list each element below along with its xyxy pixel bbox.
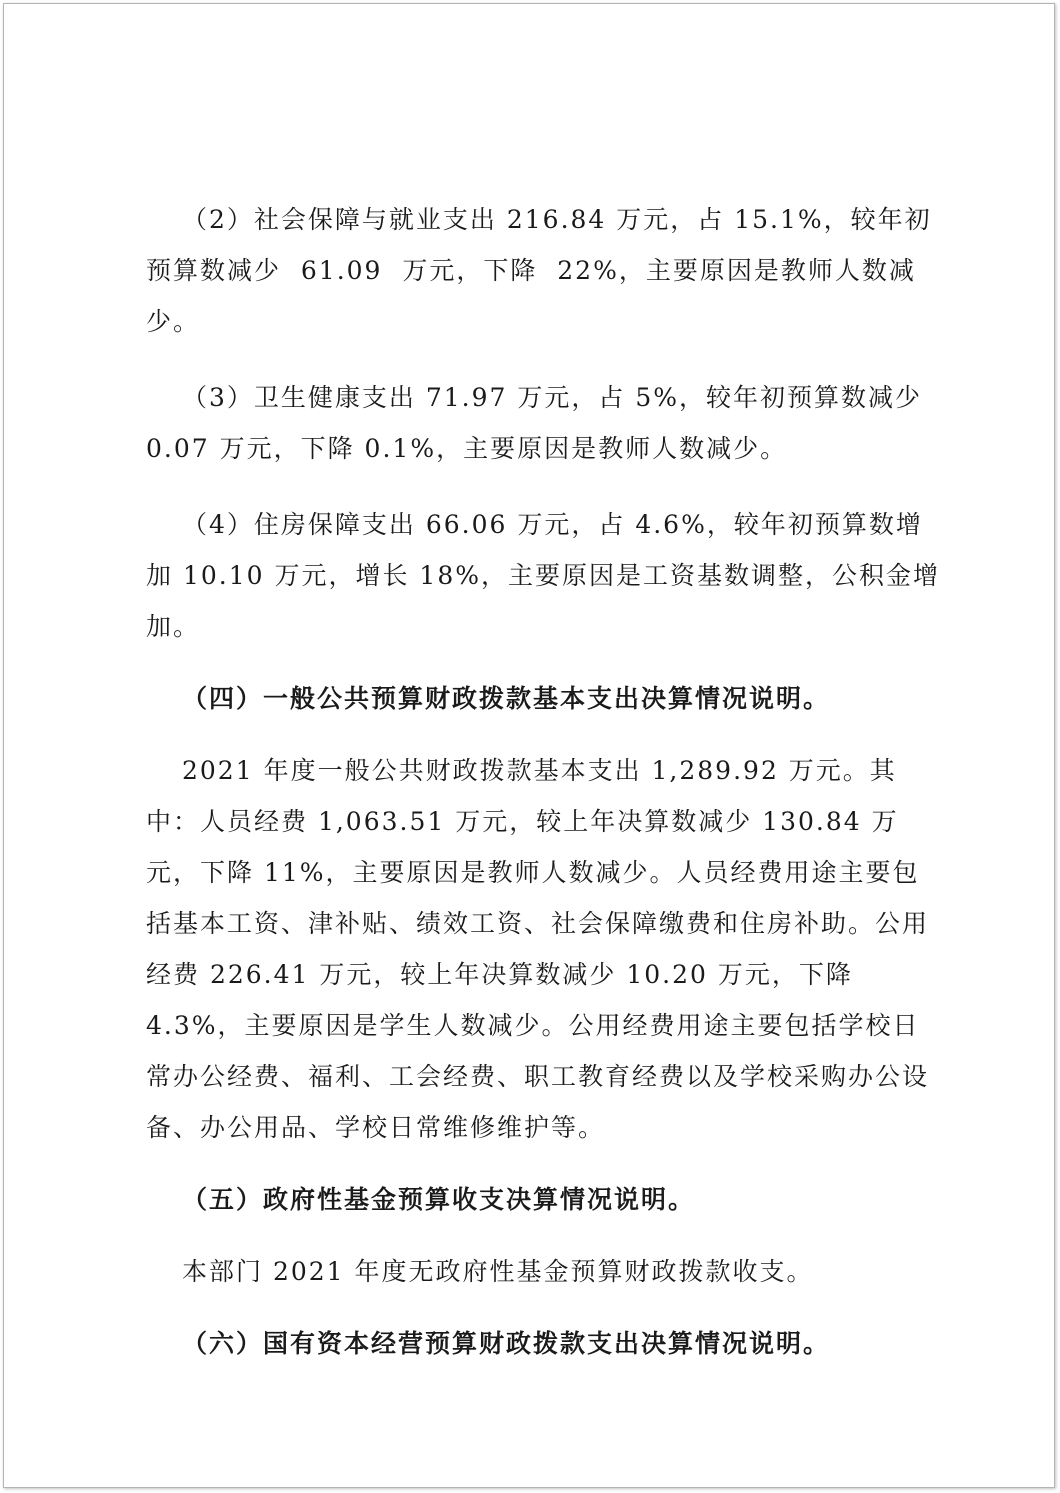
paragraph-housing-spending: （4）住房保障支出 66.06 万元，占 4.6%，较年初预算数增加 10.10 万元，增长 18%，主要原因是工资基数调整，公积金增加。 xyxy=(146,510,940,641)
paragraph-basic-expenditure: 2021 年度一般公共财政拨款基本支出 1,289.92 万元。其中：人员经费 1,063.51 万元，较上年决算数减少 130.84 万元，下降 11%，主要原因是教师人数减少。人员经费用途主要包括基本工资、津补贴、绩效工资、社会保障缴费和住房补助。公用经费 226.41 万元，较上年决算数减少 10.20 万元，下降 4.3%，主要原因是学生人数减少。公用经费用途主要包括学校日常办公经费、福利、工会经费、职工教育经费以及学校采购办公设备、办公用品、学校日常维修维护等。 xyxy=(146,756,930,1142)
paragraph-social-security-spending: （2）社会保障与就业支出 216.84 万元，占 15.1%，较年初预算数减少 61.09 万元，下降 22%，主要原因是教师人数减少。 xyxy=(146,205,932,336)
section-heading-government-fund: （五）政府性基金预算收支决算情况说明。 xyxy=(182,1185,696,1214)
document-body xyxy=(146,194,946,1369)
section-heading-state-capital: （六）国有资本经营预算财政拨款支出决算情况说明。 xyxy=(182,1329,831,1358)
paragraph-health-spending: （3）卫生健康支出 71.97 万元，占 5%，较年初预算数减少 0.07 万元，下降 0.1%，主要原因是教师人数减少。 xyxy=(146,383,932,463)
document-page xyxy=(3,3,1055,1488)
section-heading-basic-expenditure: （四）一般公共预算财政拨款基本支出决算情况说明。 xyxy=(182,684,831,713)
paragraph-government-fund: 本部门 2021 年度无政府性基金预算财政拨款收支。 xyxy=(182,1257,814,1286)
